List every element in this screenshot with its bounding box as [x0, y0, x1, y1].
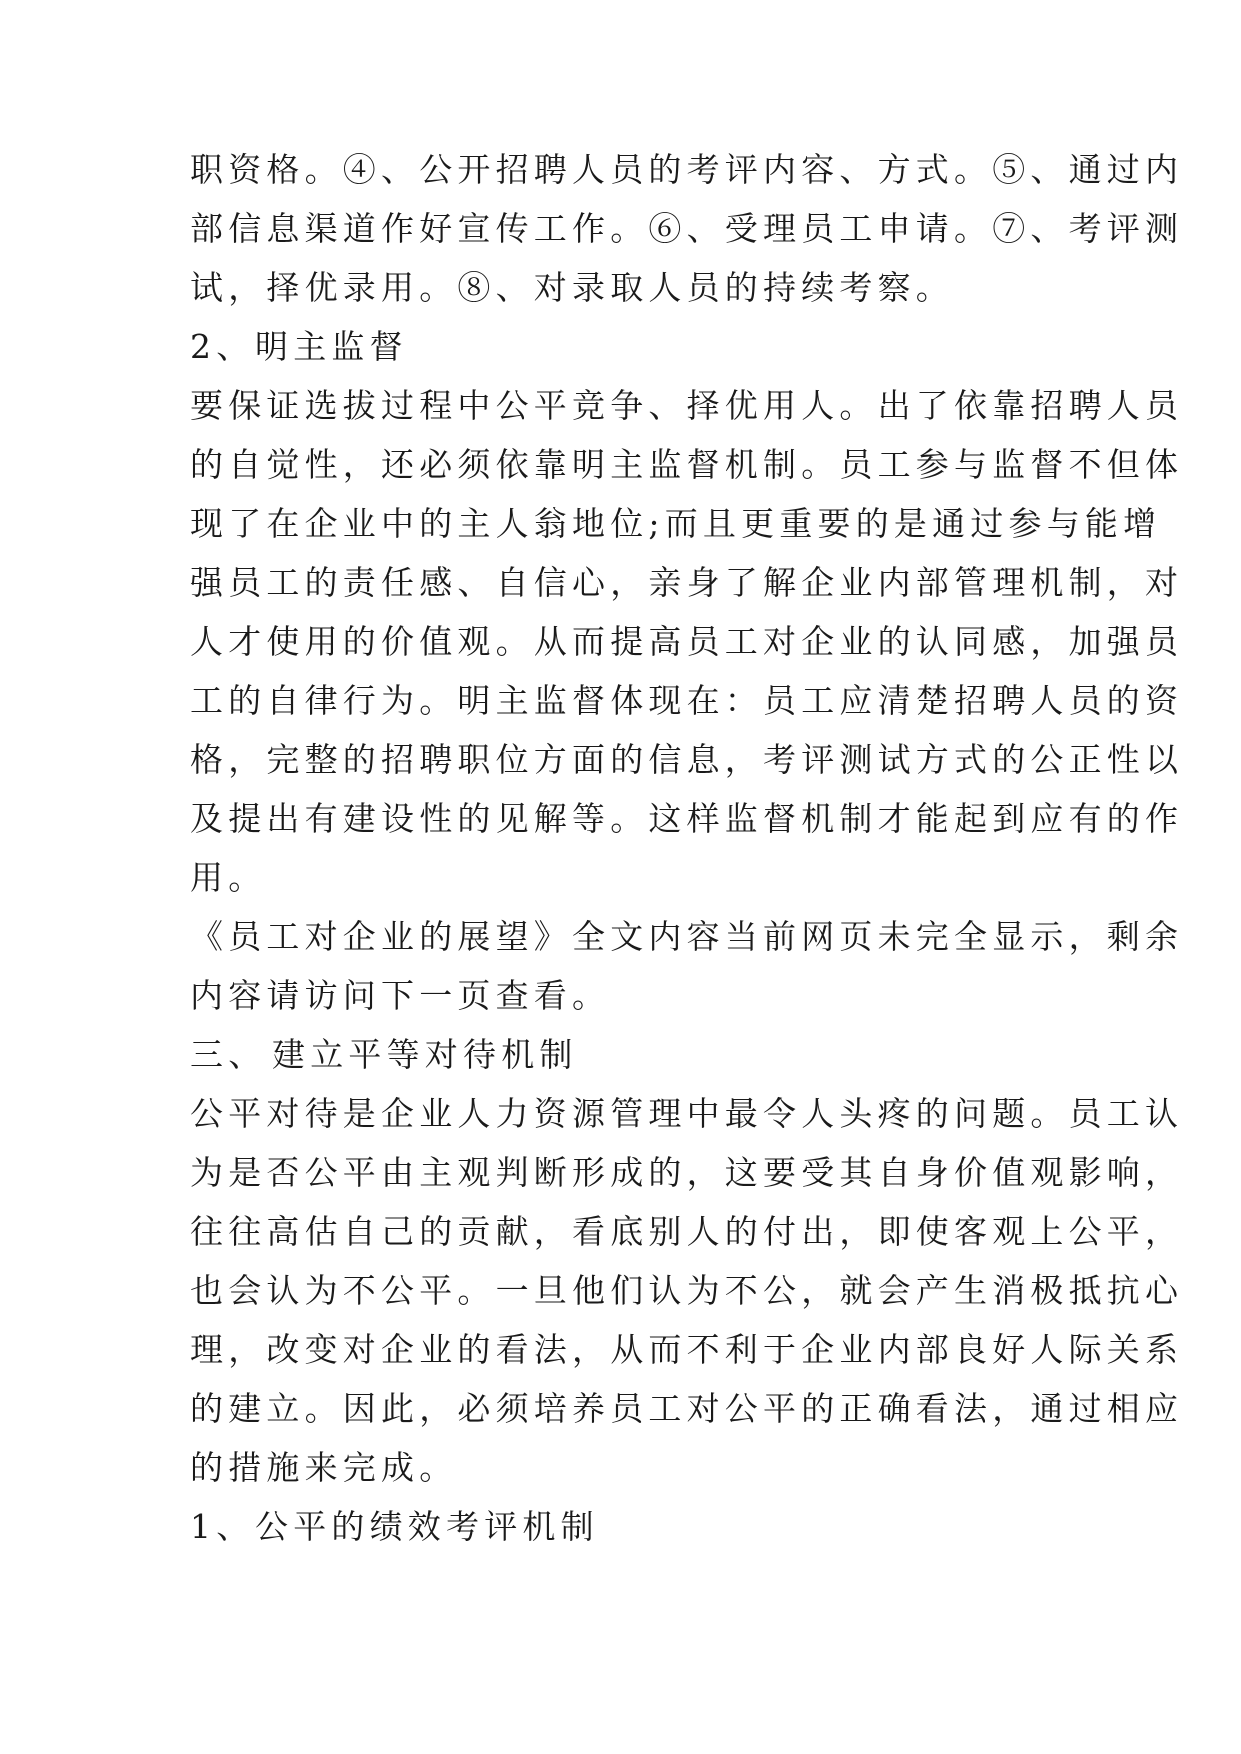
- heading-number: 1、: [190, 1507, 255, 1546]
- text-line: 也会认为不公平。一旦他们认为不公，就会产生消极抵抗心: [190, 1271, 1184, 1310]
- heading-number: 2、: [190, 327, 255, 366]
- text-line: 的自觉性，还必须依靠明主监督机制。员工参与监督不但体: [190, 445, 1184, 484]
- text-line: 部信息渠道作好宣传工作。⑥、受理员工申请。⑦、考评测: [190, 209, 1184, 248]
- text-line: 理，改变对企业的看法，从而不利于企业内部良好人际关系: [190, 1330, 1184, 1369]
- text-line: 往往高估自己的贡献，看底别人的付出，即使客观上公平，: [190, 1212, 1184, 1251]
- heading-text: 明主监督: [255, 327, 408, 366]
- section-heading: [190, 327, 1070, 367]
- section-heading: [190, 1035, 1070, 1075]
- text-line: 要保证选拔过程中公平竞争、择优用人。出了依靠招聘人员: [190, 386, 1184, 425]
- text-line: 工的自律行为。明主监督体现在：员工应清楚招聘人员的资: [190, 681, 1184, 720]
- heading-text: 建立平等对待机制: [272, 1035, 578, 1074]
- text-line: 职资格。④、公开招聘人员的考评内容、方式。⑤、通过内: [190, 150, 1184, 189]
- text-line: 的措施来完成。: [190, 1448, 458, 1487]
- heading-number: 三、: [190, 1035, 267, 1074]
- text-line: 《员工对企业的展望》全文内容当前网页未完全显示，剩余: [190, 917, 1184, 956]
- text-line: 用。: [190, 858, 267, 897]
- text-line: 人才使用的价值观。从而提高员工对企业的认同感，加强员: [190, 622, 1184, 661]
- text-line: 的建立。因此，必须培养员工对公平的正确看法，通过相应: [190, 1389, 1184, 1428]
- text-line: 现了在企业中的主人翁地位;而且更重要的是通过参与能增: [190, 504, 1162, 543]
- text-line: 公平对待是企业人力资源管理中最令人头疼的问题。员工认: [190, 1094, 1184, 1133]
- heading-text: 公平的绩效考评机制: [255, 1507, 599, 1546]
- text-line: 试，择优录用。⑧、对录取人员的持续考察。: [190, 268, 954, 307]
- text-line: 及提出有建设性的见解等。这样监督机制才能起到应有的作: [190, 799, 1184, 838]
- section-heading: [190, 1507, 1070, 1547]
- text-line: 为是否公平由主观判断形成的，这要受其自身价值观影响，: [190, 1153, 1184, 1192]
- text-line: 格，完整的招聘职位方面的信息，考评测试方式的公正性以: [190, 740, 1184, 779]
- text-line: 内容请访问下一页查看。: [190, 976, 611, 1015]
- text-line: 强员工的责任感、自信心，亲身了解企业内部管理机制，对: [190, 563, 1184, 602]
